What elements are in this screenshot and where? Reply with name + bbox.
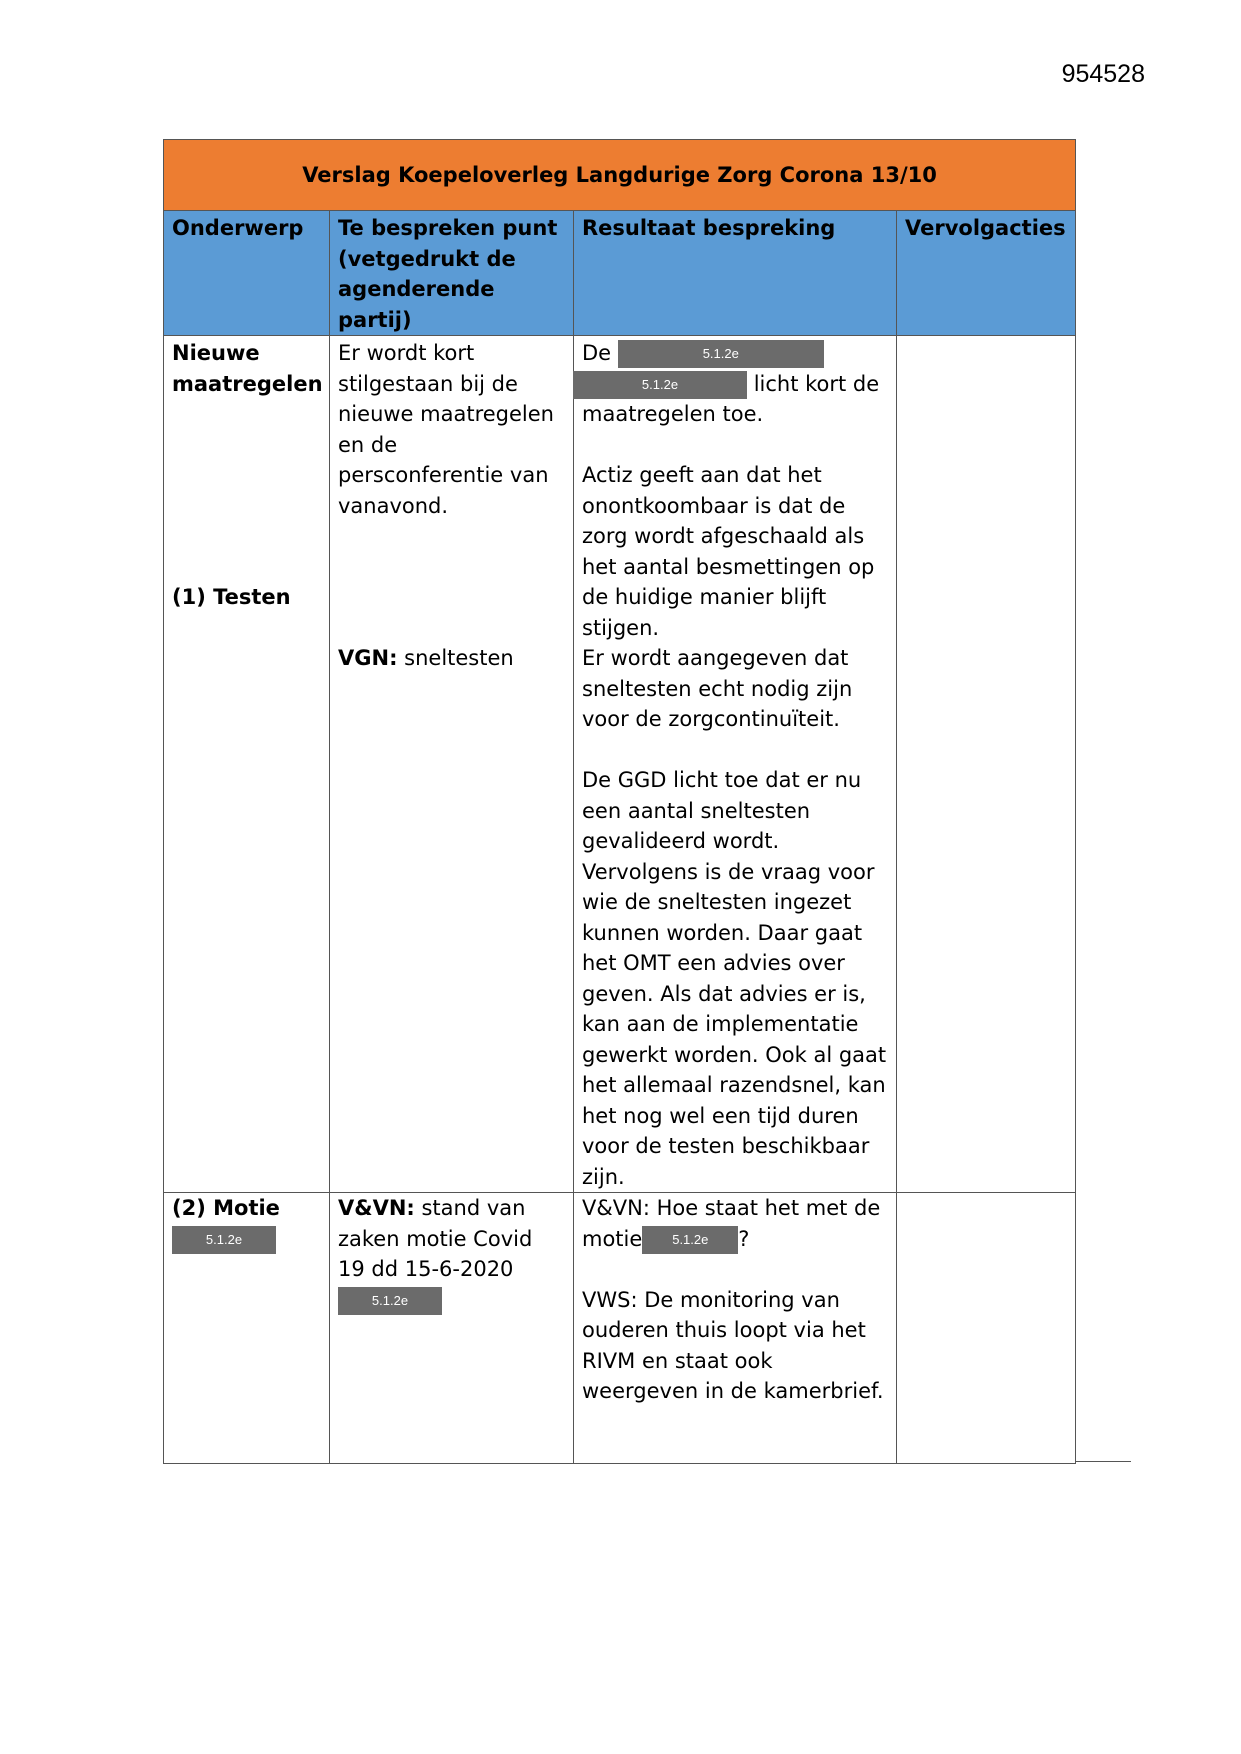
- result-vws: VWS: De monitoring van ouderen thuis loopt via het RIVM en staat ook weergeven in de kamerbrief.: [582, 1287, 884, 1403]
- result-cell: [574, 1193, 897, 1464]
- result-de: De: [582, 341, 612, 365]
- title-row: [164, 140, 1076, 211]
- document-number: 954528: [1061, 60, 1145, 88]
- point-cell: [330, 336, 574, 1193]
- redaction-box: 5.1.2e: [618, 340, 824, 368]
- result-ggd: De GGD licht toe dat er nu een aantal sneltesten gevalideerd wordt. Vervolgens is de vraag voor wie de sneltesten ingezet kunnen worden. Daar gaat het OMT een advies over geven. Als dat advies er is, kan aan de implementatie gewerkt worden. Ook al gaat het allemaal razendsnel, kan het nog wel een tijd duren voor de testen beschikbaar zijn.: [582, 768, 887, 1189]
- point-maatregelen: Er wordt kort stilgestaan bij de nieuwe maatregelen en de persconferentie van vanavond.: [338, 341, 554, 518]
- topic-motie: (2) Motie: [172, 1196, 280, 1220]
- redaction-box: 5.1.2e: [338, 1287, 442, 1315]
- party-label: VGN:: [338, 646, 398, 670]
- topic-testen: (1) Testen: [172, 585, 291, 609]
- spacer: [582, 430, 888, 461]
- point-cell: [330, 1193, 574, 1464]
- result-line-1: [582, 338, 888, 369]
- header-row: [164, 211, 1076, 336]
- header-resultaat: Resultaat bespreking: [574, 211, 897, 336]
- table-title: Verslag Koepeloverleg Langdurige Zorg Corona 13/10: [164, 140, 1076, 211]
- point-sneltesten: [338, 643, 565, 674]
- result-vvn-text: V&VN: Hoe staat het met de motie: [582, 1196, 881, 1251]
- result-maatregelen: licht kort de maatregelen toe.: [582, 371, 880, 426]
- topic-cell: [164, 1193, 330, 1464]
- header-te-bespreken-punt: Te bespreken punt (vetgedrukt de agenderende partij): [330, 211, 574, 336]
- result-vvn: [582, 1193, 888, 1254]
- report-table: [163, 139, 1076, 1464]
- party-label: V&VN:: [338, 1196, 415, 1220]
- divider: [1075, 1461, 1131, 1462]
- topic-nieuwe-maatregelen: Nieuwe maatregelen: [172, 341, 323, 396]
- table-row: [164, 336, 1076, 1193]
- point-text: sneltesten: [397, 646, 514, 670]
- vervolgacties-cell: [897, 1193, 1076, 1464]
- spacer: [172, 399, 321, 582]
- vervolgacties-cell: [897, 336, 1076, 1193]
- result-line-2: [582, 369, 888, 430]
- spacer: [582, 1254, 888, 1285]
- point-text: stand van zaken motie Covid 19 dd 15-6-2020: [338, 1196, 533, 1281]
- result-sneltesten: Er wordt aangegeven dat sneltesten echt nodig zijn voor de zorgcontinuïteit.: [582, 646, 853, 731]
- result-cell: [574, 336, 897, 1193]
- redaction-box: 5.1.2e: [642, 1226, 738, 1254]
- redaction-box: 5.1.2e: [172, 1226, 276, 1254]
- spacer: [338, 521, 565, 643]
- table-row: [164, 1193, 1076, 1464]
- header-vervolgacties: Vervolgacties: [897, 211, 1076, 336]
- result-question-mark: ?: [738, 1226, 750, 1251]
- header-onderwerp: Onderwerp: [164, 211, 330, 336]
- point-motie: [338, 1193, 565, 1285]
- spacer: [582, 735, 888, 766]
- topic-cell: [164, 336, 330, 1193]
- result-actiz: Actiz geeft aan dat het onontkoombaar is dat de zorg wordt afgeschaald als het aantal besmettingen op de huidige manier blijft stijgen.: [582, 463, 875, 640]
- redaction-box: 5.1.2e: [573, 371, 747, 399]
